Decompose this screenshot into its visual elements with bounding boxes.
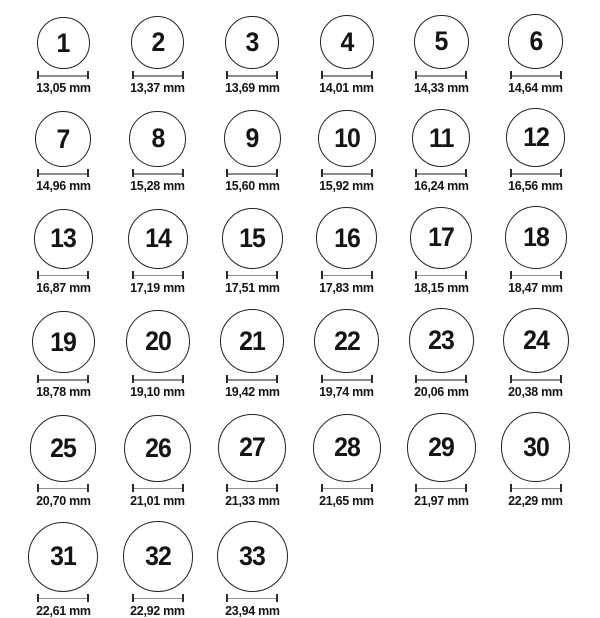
diameter-label: 16,56 mm [508, 178, 564, 194]
ring-size-number: 6 [529, 26, 543, 57]
ring-size-number: 17 [428, 222, 455, 253]
ring-circle [224, 110, 281, 167]
ring-size-item-1 [16, 17, 111, 96]
diameter-dimension-line [37, 484, 89, 492]
dimension-line-bar [417, 75, 465, 76]
dimension-line-bar [512, 173, 560, 174]
ring-size-number: 29 [428, 431, 455, 462]
ring-circle [409, 308, 474, 373]
dimension-line-bar [323, 173, 371, 174]
dimension-line-bar [228, 598, 276, 599]
ring-size-item-31 [16, 522, 111, 618]
ring-circle [316, 207, 377, 268]
ring-circle [501, 412, 570, 481]
ring-circle [34, 209, 94, 269]
dimension-line-bar [323, 275, 371, 276]
ring-size-number: 9 [245, 123, 259, 154]
dimension-line-bar [323, 379, 371, 380]
ring-circle [131, 16, 184, 69]
size-row [16, 108, 600, 193]
ring-circle [318, 110, 376, 168]
diameter-label: 17,51 mm [224, 279, 280, 295]
ring-circle [410, 207, 472, 269]
diameter-label: 18,47 mm [508, 279, 564, 295]
ring-size-number: 27 [239, 432, 266, 463]
diameter-dimension-line [510, 484, 562, 492]
ring-size-number: 15 [239, 222, 266, 253]
diameter-label: 21,33 mm [224, 492, 280, 508]
ring-size-number: 30 [522, 431, 549, 462]
diameter-dimension-line [226, 375, 278, 383]
diameter-label: 21,97 mm [413, 492, 469, 508]
diameter-label: 16,24 mm [413, 178, 469, 194]
size-row [16, 308, 600, 400]
ring-circle [407, 413, 476, 482]
ring-size-number: 3 [245, 27, 259, 58]
diameter-dimension-line [415, 271, 467, 279]
ring-circle [508, 14, 563, 69]
ring-size-item-5 [394, 15, 489, 96]
diameter-dimension-line [321, 484, 373, 492]
ring-circle [28, 522, 98, 592]
ring-size-item-12 [489, 108, 584, 193]
diameter-label: 23,94 mm [224, 602, 280, 618]
ring-size-number: 31 [50, 541, 77, 572]
dimension-line-bar [134, 173, 182, 174]
diameter-dimension-line [321, 169, 373, 177]
diameter-dimension-line [37, 169, 89, 177]
ring-size-number: 5 [434, 26, 448, 57]
ring-size-item-18 [489, 206, 584, 294]
diameter-label: 20,38 mm [508, 384, 564, 400]
ring-size-item-25 [16, 415, 111, 507]
ring-circle [35, 111, 91, 167]
dimension-line-bar [134, 598, 182, 599]
ring-circle [225, 16, 279, 70]
diameter-label: 18,78 mm [35, 384, 91, 400]
ring-circle [503, 308, 569, 374]
ring-size-item-29 [394, 413, 489, 508]
ring-circle [123, 521, 194, 592]
dimension-line-bar [323, 488, 371, 489]
diameter-label: 14,96 mm [35, 178, 91, 194]
diameter-label: 15,28 mm [130, 178, 186, 194]
ring-circle [505, 206, 567, 268]
diameter-dimension-line [37, 375, 89, 383]
ring-size-number: 20 [144, 326, 171, 357]
diameter-label: 19,42 mm [224, 384, 280, 400]
diameter-dimension-line [321, 271, 373, 279]
ring-size-item-8 [111, 111, 206, 194]
ring-size-number: 22 [333, 325, 360, 356]
dimension-line-bar [134, 75, 182, 76]
diameter-label: 20,70 mm [35, 492, 91, 508]
ring-size-item-15 [205, 208, 300, 295]
diameter-dimension-line [510, 71, 562, 79]
ring-size-number: 32 [144, 541, 171, 572]
ring-size-number: 21 [239, 325, 266, 356]
ring-circle [218, 414, 286, 482]
ring-circle [128, 209, 188, 269]
ring-size-number: 11 [429, 122, 454, 153]
ring-size-item-10 [300, 110, 395, 194]
ring-size-number: 24 [522, 325, 549, 356]
diameter-label: 14,01 mm [319, 80, 375, 96]
diameter-label: 20,06 mm [413, 384, 469, 400]
dimension-line-bar [417, 173, 465, 174]
diameter-dimension-line [510, 169, 562, 177]
ring-size-number: 19 [50, 326, 77, 357]
ring-size-number: 2 [151, 27, 165, 58]
diameter-label: 18,15 mm [413, 279, 469, 295]
ring-size-item-6 [489, 14, 584, 95]
ring-size-number: 1 [56, 27, 70, 58]
dimension-line-bar [228, 275, 276, 276]
ring-circle [314, 309, 379, 374]
ring-circle [217, 521, 288, 592]
ring-circle [30, 415, 96, 481]
ring-size-item-30 [489, 412, 584, 507]
ring-circle [124, 415, 191, 482]
dimension-line-bar [417, 379, 465, 380]
diameter-dimension-line [37, 71, 89, 79]
ring-size-item-27 [205, 414, 300, 508]
ring-size-item-22 [300, 309, 395, 400]
ring-size-number: 7 [56, 123, 70, 154]
ring-size-number: 14 [144, 223, 171, 254]
dimension-line-bar [323, 75, 371, 76]
dimension-line-bar [512, 75, 560, 76]
dimension-line-bar [39, 173, 87, 174]
diameter-dimension-line [226, 271, 278, 279]
dimension-line-bar [39, 75, 87, 76]
ring-circle [313, 414, 381, 482]
diameter-dimension-line [132, 484, 184, 492]
dimension-line-bar [512, 488, 560, 489]
diameter-dimension-line [226, 169, 278, 177]
ring-size-number: 12 [522, 122, 549, 153]
ring-size-item-11 [394, 109, 489, 193]
diameter-dimension-line [415, 169, 467, 177]
diameter-label: 15,92 mm [319, 178, 375, 194]
ring-size-item-33 [205, 521, 300, 618]
dimension-line-bar [134, 488, 182, 489]
ring-size-item-20 [111, 310, 206, 400]
dimension-line-bar [39, 275, 87, 276]
ring-size-item-4 [300, 15, 395, 95]
ring-circle [129, 111, 186, 168]
ring-size-number: 4 [340, 26, 354, 57]
diameter-dimension-line [226, 71, 278, 79]
ring-circle [320, 15, 374, 69]
ring-size-item-17 [394, 207, 489, 295]
diameter-label: 17,83 mm [319, 279, 375, 295]
ring-size-number: 23 [428, 325, 455, 356]
ring-size-item-16 [300, 207, 395, 294]
dimension-line-bar [512, 275, 560, 276]
diameter-dimension-line [132, 169, 184, 177]
dimension-line-bar [39, 598, 87, 599]
ring-circle [222, 208, 283, 269]
diameter-dimension-line [37, 271, 89, 279]
diameter-dimension-line [132, 594, 184, 602]
ring-size-number: 18 [522, 221, 549, 252]
ring-circle [220, 309, 284, 373]
ring-circle [506, 108, 565, 167]
diameter-dimension-line [226, 484, 278, 492]
diameter-label: 13,69 mm [224, 80, 280, 96]
ring-size-item-21 [205, 309, 300, 399]
diameter-label: 14,33 mm [413, 80, 469, 96]
diameter-label: 22,61 mm [35, 602, 91, 618]
diameter-label: 13,37 mm [130, 80, 186, 96]
diameter-dimension-line [226, 594, 278, 602]
diameter-dimension-line [415, 375, 467, 383]
ring-size-item-32 [111, 521, 206, 618]
size-row [16, 412, 600, 507]
ring-size-item-23 [394, 308, 489, 399]
ring-size-number: 26 [144, 432, 171, 463]
diameter-dimension-line [132, 71, 184, 79]
ring-circle [414, 15, 469, 70]
ring-size-number: 16 [333, 222, 360, 253]
dimension-line-bar [134, 275, 182, 276]
ring-circle [126, 310, 190, 374]
ring-size-item-24 [489, 308, 584, 400]
diameter-dimension-line [37, 594, 89, 602]
dimension-line-bar [39, 488, 87, 489]
ring-circle [32, 311, 95, 374]
diameter-dimension-line [510, 271, 562, 279]
diameter-label: 16,87 mm [35, 279, 91, 295]
diameter-label: 22,29 mm [508, 492, 564, 508]
ring-size-item-19 [16, 311, 111, 400]
dimension-line-bar [417, 275, 465, 276]
size-row [16, 206, 600, 294]
diameter-dimension-line [132, 375, 184, 383]
ring-size-item-14 [111, 209, 206, 295]
diameter-label: 21,01 mm [130, 492, 186, 508]
diameter-label: 19,74 mm [319, 384, 375, 400]
ring-size-number: 25 [50, 433, 77, 464]
ring-size-number: 13 [50, 223, 77, 254]
ring-circle [412, 109, 470, 167]
diameter-dimension-line [510, 375, 562, 383]
ring-circle [37, 17, 90, 70]
ring-size-item-13 [16, 209, 111, 295]
size-row [16, 521, 600, 618]
diameter-label: 21,65 mm [319, 492, 375, 508]
ring-size-item-26 [111, 415, 206, 508]
diameter-label: 22,92 mm [130, 602, 186, 618]
diameter-dimension-line [321, 71, 373, 79]
dimension-line-bar [134, 379, 182, 380]
diameter-label: 15,60 mm [224, 178, 280, 194]
ring-size-number: 33 [239, 540, 266, 571]
dimension-line-bar [228, 488, 276, 489]
diameter-dimension-line [321, 375, 373, 383]
dimension-line-bar [228, 173, 276, 174]
diameter-label: 17,19 mm [130, 279, 186, 295]
diameter-label: 14,64 mm [508, 80, 564, 96]
dimension-line-bar [512, 379, 560, 380]
ring-size-item-7 [16, 111, 111, 193]
diameter-dimension-line [132, 271, 184, 279]
size-row [16, 14, 600, 95]
diameter-label: 19,10 mm [130, 384, 186, 400]
dimension-line-bar [228, 75, 276, 76]
ring-size-item-2 [111, 16, 206, 95]
ring-size-number: 10 [333, 122, 360, 153]
ring-size-item-9 [205, 110, 300, 193]
dimension-line-bar [39, 379, 87, 380]
ring-size-number: 28 [333, 432, 360, 463]
diameter-dimension-line [415, 484, 467, 492]
ring-size-number: 8 [151, 123, 165, 154]
dimension-line-bar [228, 379, 276, 380]
dimension-line-bar [417, 488, 465, 489]
diameter-dimension-line [415, 71, 467, 79]
diameter-label: 13,05 mm [35, 80, 91, 96]
ring-size-item-28 [300, 414, 395, 508]
ring-size-item-3 [205, 16, 300, 96]
